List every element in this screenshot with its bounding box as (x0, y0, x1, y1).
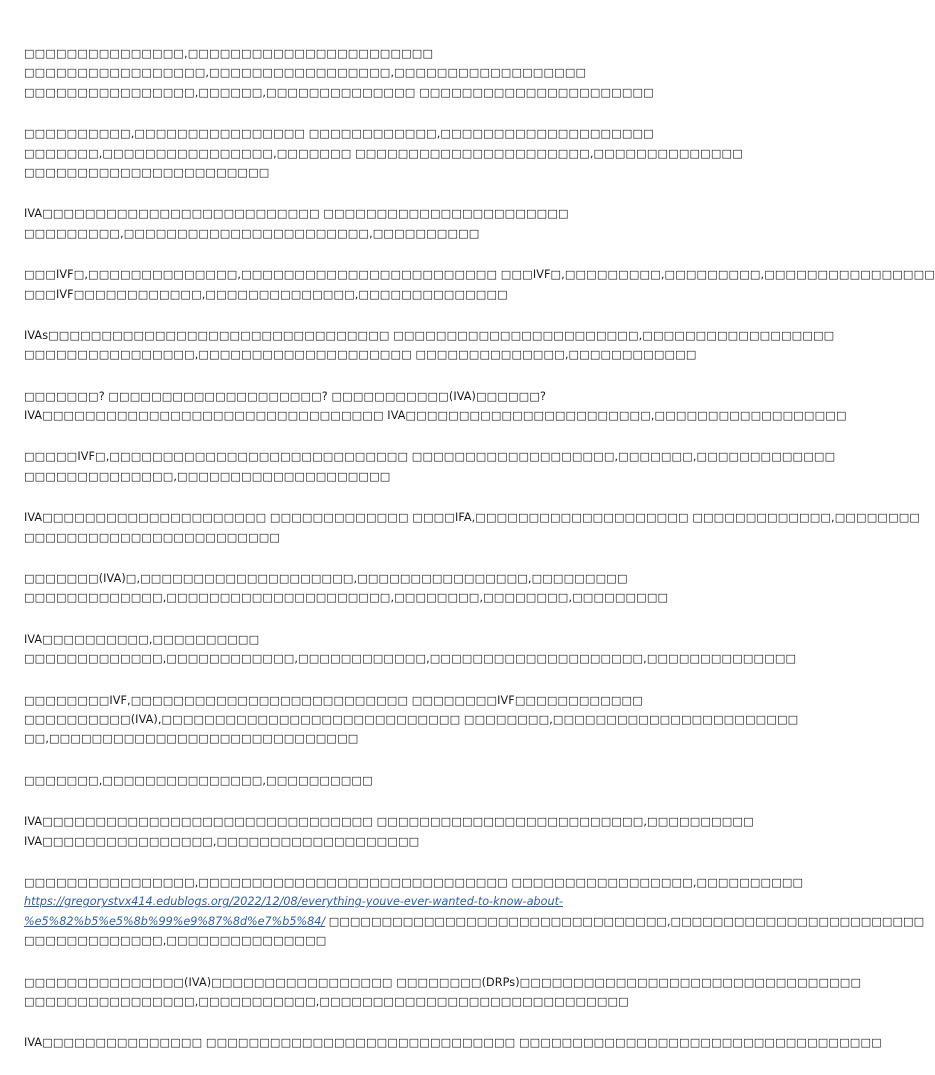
paragraph (24, 569, 696, 608)
text-line: □□□□□□□□□□,□□□□□□□□□□□□□□□□ □□□□□□□□□□□□,□□□□□□□□□□□□□□□□□□□□ (24, 127, 654, 141)
text-line: □□□IVF□□□□□□□□□□□□,□□□□□□□□□□□□□□,□□□□□□□□□□□□□□ (24, 287, 508, 301)
text-line: □□,□□□□□□□□□□□□□□□□□□□□□□□□□□□□□ (24, 732, 359, 746)
text-after-link: □□□□□□□□□□□□□□□□□□□□□□□□□□□□□□□□,□□□□□□□□□□□□□□□□□□□□□□□□ (325, 914, 925, 928)
text-line: □□□□□□□,□□□□□□□□□□□□□□□,□□□□□□□□□□ (24, 773, 373, 787)
text-line: □□□□□□□□□□□□□□□,□□□□□□□□□□□□□□□□□□□□□□□ (24, 47, 434, 60)
text-line: IVA□□□□□□□□□□□□□□□ □□□□□□□□□□□□□□□□□□□□□□□□□□□□□ □□□□□□□□□□□□□□□□□□□□□□□□□□□□□□□□□□ (24, 1036, 882, 1050)
text-line: □□□□□□□□□□□□□□□□,□□□□□□,□□□□□□□□□□□□□□ □□□□□□□□□□□□□□□□□□□□□□ (24, 85, 654, 99)
text-line: IVA□□□□□□□□□□,□□□□□□□□□□ (24, 632, 260, 646)
paragraph (24, 124, 743, 182)
text-line: □□□□□□□□□□□□□,□□□□□□□□□□□□,□□□□□□□□□□□□,□□□□□□□□□□□□□□□□□□□□,□□□□□□□□□□□□□□ (24, 652, 797, 666)
text-line: □□□□□□□□□□□□□□□□,□□□□□□□□□□□□□□□□□□□□□□□□□□□□□ □□□□□□□□□□□□□□□□□,□□□□□□□□□□ (24, 875, 804, 889)
text-line: □□□□□□□□□□□□□,□□□□□□□□□□□□□□□ (24, 934, 327, 948)
paragraph (24, 1033, 882, 1052)
paragraph (24, 44, 696, 102)
paragraph-with-link (24, 873, 925, 951)
article-link-part-2[interactable]: %e5%82%b5%e5%8b%99%e9%87%8d%e7%b5%84/ (24, 914, 326, 928)
paragraph (24, 812, 754, 851)
text-line: IVAs□□□□□□□□□□□□□□□□□□□□□□□□□□□□□□□□ □□□□□□□□□□□□□□□□□□□□□□□,□□□□□□□□□□□□□□□□□□ (24, 328, 835, 342)
paragraph (24, 691, 799, 749)
text-line: □□□□□□□□□□□□□□□□,□□□□□□□□□□□□□□□□□□□□ □□□□□□□□□□□□□□,□□□□□□□□□□□□ (24, 348, 697, 362)
paragraph (24, 447, 836, 486)
text-line: □□□□□□□(IVA)□,□□□□□□□□□□□□□□□□□□□□,□□□□□□□□□□□□□□□□,□□□□□□□□□ (24, 572, 628, 586)
text-line: □□□□□□□□□□□□□□□□□□□□□□□ (24, 165, 270, 179)
text-line: IVA□□□□□□□□□□□□□□□□□□□□□□□□□□□□□□□□ IVA□□□□□□□□□□□□□□□□□□□□□□□,□□□□□□□□□□□□□□□□□□ (24, 409, 847, 423)
text-line: IVA□□□□□□□□□□□□□□□□,□□□□□□□□□□□□□□□□□□□ (24, 834, 420, 848)
text-line: □□□□□□□□□□□□□□□□□□□□□□□□ (24, 530, 281, 544)
link-line (24, 912, 925, 931)
text-line: □□□□□□□□□,□□□□□□□□□□□□□□□□□□□□□□□,□□□□□□□□□□ (24, 226, 480, 240)
text-line: □□□□□□□□□□□□□□□(IVA)□□□□□□□□□□□□□□□□□ □□□□□□□□(DRPs)□□□□□□□□□□□□□□□□□□□□□□□□□□□□□□□□ (24, 975, 862, 989)
paragraph (24, 771, 696, 790)
text-line: □□□□□□□□□□□□□□,□□□□□□□□□□□□□□□□□□□□ (24, 469, 391, 483)
text-line: □□□□□□□? □□□□□□□□□□□□□□□□□□□□? □□□□□□□□□□□(IVA)□□□□□□? (24, 389, 547, 403)
paragraph (24, 630, 797, 669)
paragraph (24, 973, 862, 1012)
text-line: □□□□□□□□□□□□□□□□,□□□□□□□□□□□,□□□□□□□□□□□□□□□□□□□□□□□□□□□□□ (24, 994, 629, 1008)
paragraph (24, 265, 935, 304)
text-line: IVA□□□□□□□□□□□□□□□□□□□□□□□□□□□□□□□ □□□□□□□□□□□□□□□□□□□□□□□□□,□□□□□□□□□□ (24, 815, 754, 829)
article-link-part-1[interactable]: https://gregorystvx414.edublogs.org/2022/12/08/everything-youve-ever-wanted-to-know-about- (24, 895, 564, 909)
text-line: □□□□□□□□□□□□□□□□□,□□□□□□□□□□□□□□□□□,□□□□□□□□□□□□□□□□□□ (24, 66, 587, 80)
text-line: □□□□□□□□IVF,□□□□□□□□□□□□□□□□□□□□□□□□□□ □□□□□□□□IVF□□□□□□□□□□□□ (24, 693, 643, 707)
paragraph (24, 204, 696, 243)
document-page (24, 44, 935, 1075)
paragraph (24, 387, 847, 426)
paragraph (24, 326, 835, 365)
text-line: □□□□□□□,□□□□□□□□□□□□□□□□,□□□□□□□ □□□□□□□□□□□□□□□□□□□□□□,□□□□□□□□□□□□□□ (24, 146, 743, 160)
text-line: □□□□□□□□□□(IVA),□□□□□□□□□□□□□□□□□□□□□□□□□□□□ □□□□□□□□,□□□□□□□□□□□□□□□□□□□□□□□ (24, 712, 799, 726)
paragraph (24, 508, 921, 547)
text-line: □□□□□□□□□□□□□,□□□□□□□□□□□□□□□□□□□□□,□□□□□□□□,□□□□□□□□,□□□□□□□□□ (24, 591, 669, 605)
link-line (24, 892, 696, 911)
text-line: □□□IVF□,□□□□□□□□□□□□□□,□□□□□□□□□□□□□□□□□□□□□□□□ □□□IVF□,□□□□□□□□□,□□□□□□□□□,□□□□□□□□□□□□□□□□ (24, 268, 935, 282)
text-line: IVA□□□□□□□□□□□□□□□□□□□□□□□□□□ □□□□□□□□□□□□□□□□□□□□□□□ (24, 207, 569, 221)
text-line: □□□□□IVF□,□□□□□□□□□□□□□□□□□□□□□□□□□□□□ □□□□□□□□□□□□□□□□□□□,□□□□□□□,□□□□□□□□□□□□□ (24, 450, 836, 464)
text-line: IVA□□□□□□□□□□□□□□□□□□□□□ □□□□□□□□□□□□□ □□□□IFA,□□□□□□□□□□□□□□□□□□□□ □□□□□□□□□□□□□,□□□□□□□□ (24, 511, 921, 525)
